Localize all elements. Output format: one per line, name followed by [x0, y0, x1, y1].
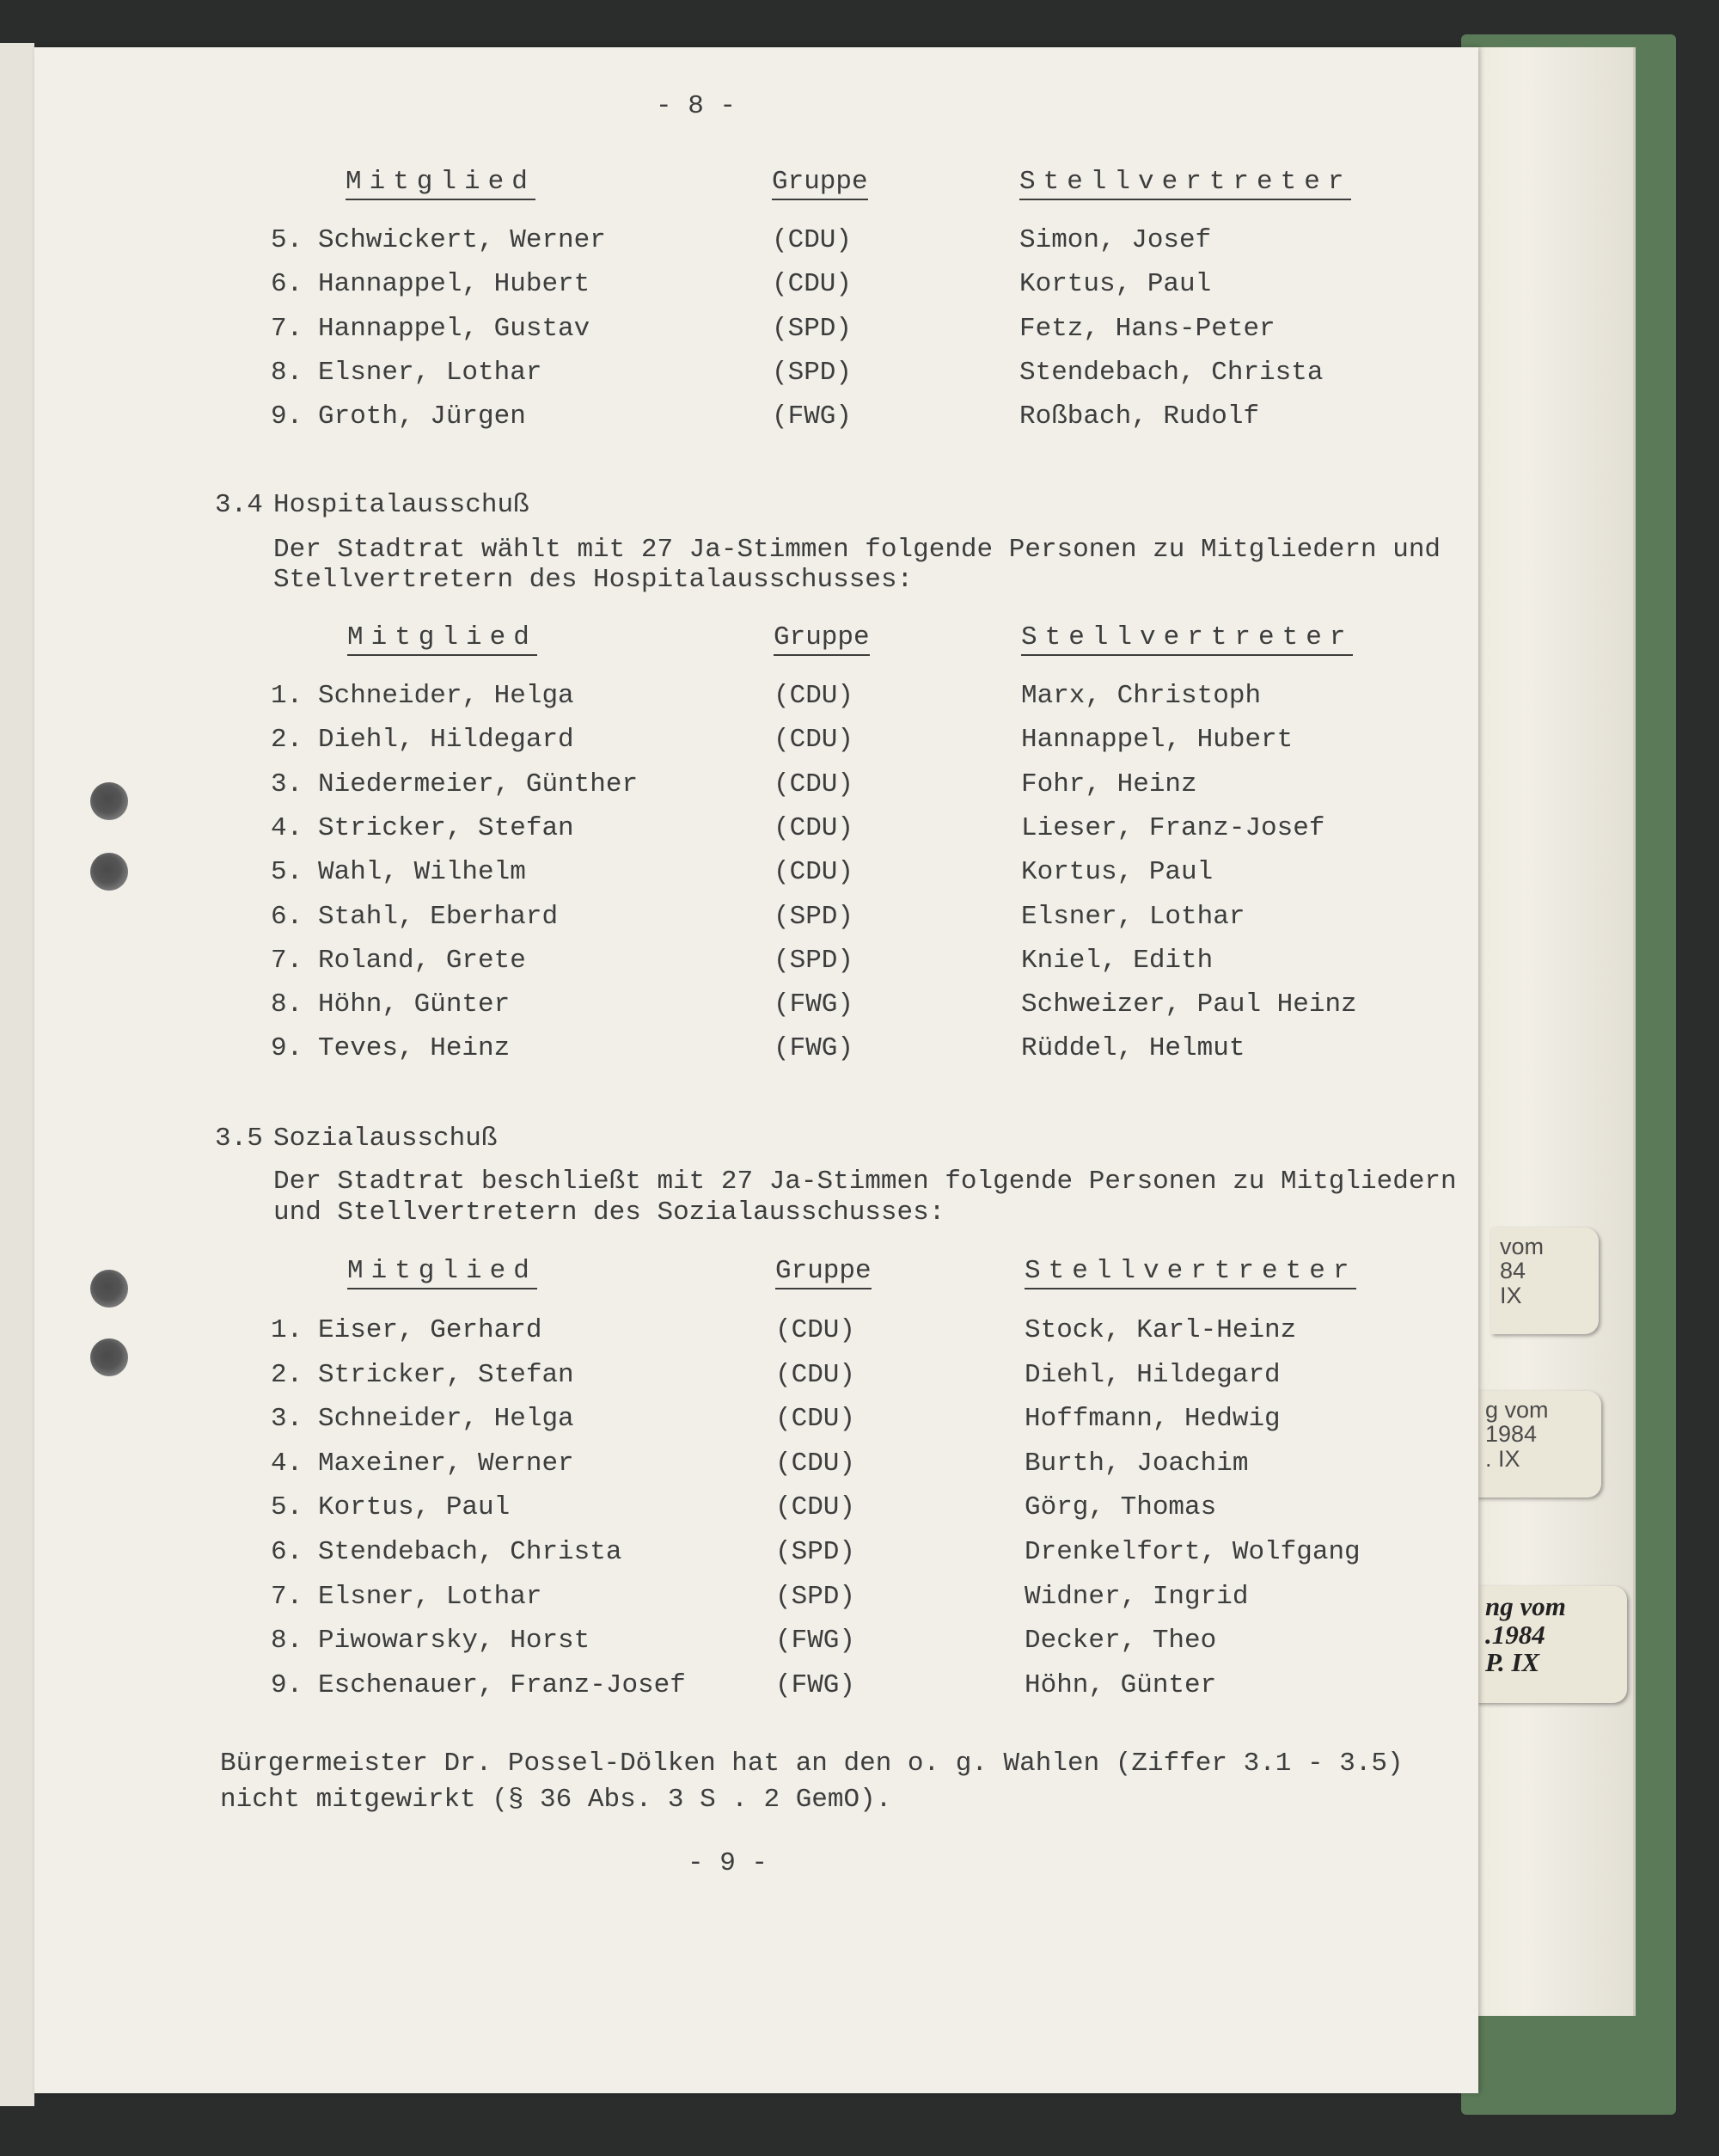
row-num: 9. [271, 401, 303, 432]
row-group: (FWG) [774, 989, 854, 1020]
header-deputy: Stellvertreter [1019, 167, 1351, 200]
row-group: (CDU) [775, 1315, 856, 1345]
row-group: (CDU) [775, 1359, 856, 1390]
row-member: Hannappel, Hubert [318, 269, 590, 300]
row-num: 6. [271, 901, 303, 932]
row-group: (CDU) [772, 225, 853, 255]
header-member: Mitglied [346, 167, 535, 200]
row-deputy: Rüddel, Helmut [1021, 1033, 1245, 1064]
row-num: 3. [271, 1404, 303, 1435]
row-num: 5. [271, 1492, 303, 1523]
header-deputy: Stellvertreter [1021, 622, 1353, 656]
row-group: (CDU) [775, 1404, 856, 1435]
row-deputy: Widner, Ingrid [1025, 1581, 1249, 1612]
row-deputy: Schweizer, Paul Heinz [1021, 989, 1357, 1020]
row-member: Höhn, Günter [318, 989, 511, 1020]
row-group: (CDU) [772, 269, 853, 300]
row-group: (CDU) [774, 769, 854, 799]
row-deputy: Hannappel, Hubert [1021, 725, 1294, 756]
tab-3-line2: .1984 [1485, 1619, 1545, 1650]
row-group: (SPD) [774, 945, 854, 976]
punch-hole [90, 853, 128, 891]
punch-hole [90, 1338, 128, 1376]
punch-hole [90, 782, 128, 820]
page-number-top: - 8 - [656, 91, 737, 121]
row-deputy: Simon, Josef [1019, 225, 1212, 255]
row-num: 4. [271, 1448, 303, 1479]
row-num: 1. [271, 1315, 303, 1345]
header-member: Mitglied [347, 622, 537, 656]
index-tab-3[interactable] [1477, 1586, 1627, 1703]
row-group: (CDU) [774, 857, 854, 888]
row-num: 8. [271, 989, 303, 1020]
row-member: Elsner, Lothar [318, 1581, 542, 1612]
row-group: (CDU) [774, 812, 854, 843]
section-3-4-title: Hospitalausschuß [273, 490, 529, 520]
row-num: 9. [271, 1669, 303, 1700]
row-deputy: Kortus, Paul [1019, 269, 1212, 300]
row-deputy: Stendebach, Christa [1019, 357, 1324, 388]
row-deputy: Kniel, Edith [1021, 945, 1214, 976]
section-3-5-intro-1: Der Stadtrat beschließt mit 27 Ja-Stimmen folgende Personen zu Mitgliedern [273, 1167, 1457, 1197]
section-3-5-number: 3.5 [215, 1124, 263, 1154]
row-member: Schneider, Helga [318, 1404, 574, 1435]
row-member: Eschenauer, Franz-Josef [318, 1669, 686, 1700]
row-group: (SPD) [772, 313, 853, 344]
index-tab-2[interactable] [1477, 1391, 1601, 1498]
row-group: (SPD) [775, 1581, 856, 1612]
row-member: Stricker, Stefan [318, 812, 574, 843]
row-deputy: Höhn, Günter [1025, 1669, 1217, 1700]
tab-1-line2: 84 [1500, 1258, 1526, 1284]
row-member: Elsner, Lothar [318, 357, 542, 388]
section-3-4-intro-2: Stellvertretern des Hospitalausschusses: [273, 565, 914, 595]
row-member: Groth, Jürgen [318, 401, 526, 432]
section-3-4-number: 3.4 [215, 490, 263, 520]
header-group: Gruppe [775, 1256, 872, 1289]
row-group: (FWG) [772, 401, 853, 432]
tab-3-line3: P. IX [1485, 1647, 1540, 1678]
row-deputy: Roßbach, Rudolf [1019, 401, 1260, 432]
row-member: Hannappel, Gustav [318, 313, 590, 344]
row-deputy: Lieser, Franz-Josef [1021, 812, 1325, 843]
index-tab-1[interactable] [1491, 1228, 1599, 1334]
row-member: Maxeiner, Werner [318, 1448, 574, 1479]
row-num: 7. [271, 945, 303, 976]
row-group: (SPD) [772, 357, 853, 388]
row-num: 6. [271, 269, 303, 300]
row-deputy: Fohr, Heinz [1021, 769, 1197, 799]
row-member: Schneider, Helga [318, 681, 574, 711]
row-num: 7. [271, 313, 303, 344]
header-group: Gruppe [772, 167, 868, 200]
row-num: 5. [271, 225, 303, 255]
row-deputy: Hoffmann, Hedwig [1025, 1404, 1281, 1435]
row-num: 4. [271, 812, 303, 843]
row-group: (FWG) [775, 1626, 856, 1657]
tab-1-line1: vom [1500, 1234, 1545, 1259]
tab-2-line3: . IX [1485, 1445, 1520, 1472]
row-num: 8. [271, 1626, 303, 1657]
binder-left-edge [0, 43, 34, 2106]
row-num: 2. [271, 725, 303, 756]
row-member: Diehl, Hildegard [318, 725, 574, 756]
row-member: Niedermeier, Günther [318, 769, 639, 799]
row-member: Kortus, Paul [318, 1492, 511, 1523]
row-num: 8. [271, 357, 303, 388]
row-member: Eiser, Gerhard [318, 1315, 542, 1345]
row-deputy: Fetz, Hans-Peter [1019, 313, 1275, 344]
row-group: (FWG) [774, 1033, 854, 1064]
page-stack [1453, 47, 1636, 2016]
row-num: 3. [271, 769, 303, 799]
row-num: 5. [271, 857, 303, 888]
row-deputy: Elsner, Lothar [1021, 901, 1245, 932]
row-num: 9. [271, 1033, 303, 1064]
tab-2-line1: g vom [1485, 1397, 1549, 1423]
row-member: Schwickert, Werner [318, 225, 606, 255]
row-num: 7. [271, 1581, 303, 1612]
row-deputy: Marx, Christoph [1021, 681, 1262, 711]
row-group: (CDU) [775, 1492, 856, 1523]
row-deputy: Kortus, Paul [1021, 857, 1214, 888]
row-group: (SPD) [775, 1537, 856, 1567]
row-member: Wahl, Wilhelm [318, 857, 526, 888]
closing-text-1: Bürgermeister Dr. Possel-Dölken hat an den o. g. Wahlen (Ziffer 3.1 - 3.5) [220, 1749, 1404, 1779]
section-3-5-title: Sozialausschuß [273, 1124, 498, 1154]
row-member: Piwowarsky, Horst [318, 1626, 590, 1657]
row-deputy: Burth, Joachim [1025, 1448, 1249, 1479]
row-group: (CDU) [775, 1448, 856, 1479]
row-num: 2. [271, 1359, 303, 1390]
row-member: Stahl, Eberhard [318, 901, 559, 932]
page-number-bottom: - 9 - [688, 1848, 768, 1878]
header-member: Mitglied [347, 1256, 537, 1289]
row-num: 6. [271, 1537, 303, 1567]
row-deputy: Drenkelfort, Wolfgang [1025, 1537, 1361, 1567]
row-deputy: Diehl, Hildegard [1025, 1359, 1281, 1390]
row-deputy: Görg, Thomas [1025, 1492, 1217, 1523]
row-deputy: Stock, Karl-Heinz [1025, 1315, 1297, 1345]
row-member: Stendebach, Christa [318, 1537, 622, 1567]
row-deputy: Decker, Theo [1025, 1626, 1217, 1657]
header-group: Gruppe [774, 622, 870, 656]
row-group: (FWG) [775, 1669, 856, 1700]
tab-1-line3: IX [1500, 1282, 1522, 1308]
header-deputy: Stellvertreter [1025, 1256, 1356, 1289]
closing-text-2: nicht mitgewirkt (§ 36 Abs. 3 S . 2 GemO). [220, 1785, 892, 1815]
punch-hole [90, 1270, 128, 1308]
row-group: (CDU) [774, 681, 854, 711]
row-group: (SPD) [774, 901, 854, 932]
row-group: (CDU) [774, 725, 854, 756]
tab-2-line2: 1984 [1485, 1421, 1538, 1448]
section-3-5-intro-2: und Stellvertretern des Sozialausschusses: [273, 1197, 945, 1228]
row-member: Teves, Heinz [318, 1033, 511, 1064]
section-3-4-intro-1: Der Stadtrat wählt mit 27 Ja-Stimmen folgende Personen zu Mitgliedern und [273, 535, 1441, 565]
row-num: 1. [271, 681, 303, 711]
row-member: Stricker, Stefan [318, 1359, 574, 1390]
row-member: Roland, Grete [318, 945, 526, 976]
tab-3-line1: ng vom [1485, 1591, 1566, 1621]
